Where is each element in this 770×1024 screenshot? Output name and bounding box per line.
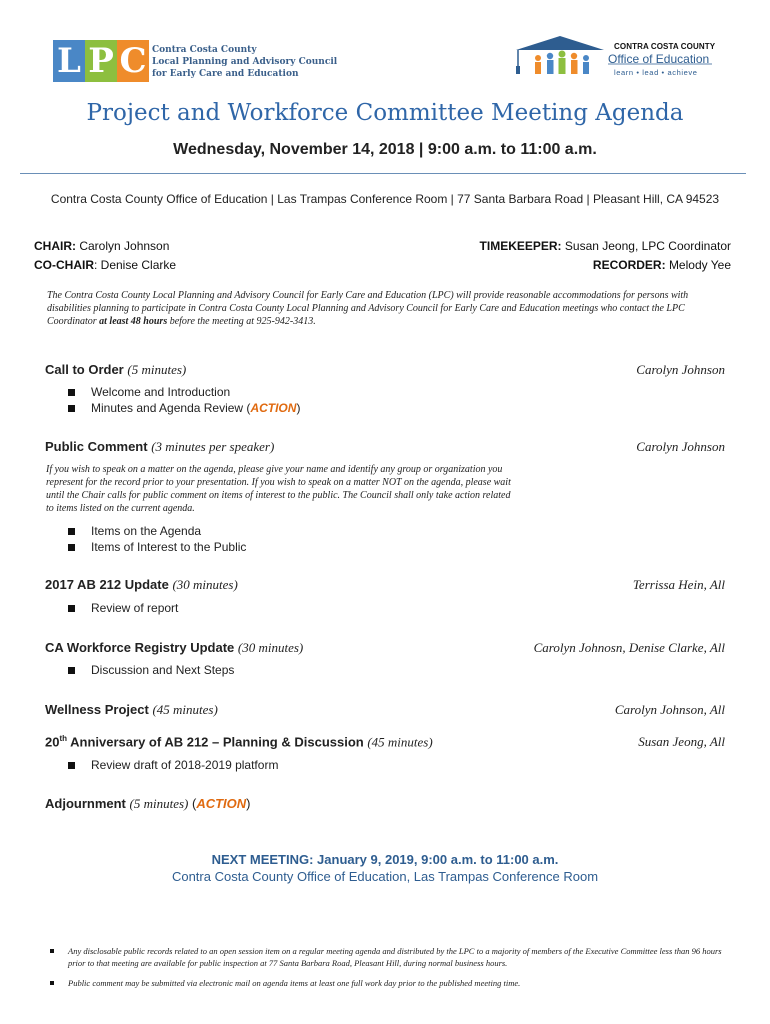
agenda-item-workforce-registry: CA Workforce Registry Update (30 minutes) xyxy=(45,640,304,655)
lpc-letter-c: C xyxy=(117,40,149,82)
roles-right xyxy=(480,237,731,275)
workforce-registry-list xyxy=(68,663,234,679)
presenter-public-comment: Carolyn Johnson xyxy=(636,439,725,454)
footnote-public-records: Any disclosable public records related to an open session item on a regular meeting agenda and distributed by the LPC to a majority of members of the Executive Committee less than 96 hours prior to that meeting are available for public inspection at 77 Santa Barbara Road, Pleasant Hill, during normal business hours. xyxy=(50,945,740,969)
list-item: Minutes and Agenda Review (ACTION) xyxy=(68,401,300,417)
presenter-anniversary: Susan Jeong, All xyxy=(638,734,725,749)
meeting-datetime: Wednesday, November 14, 2018 | 9:00 a.m. to 11:00 a.m. xyxy=(173,141,597,158)
ccoe-tagline: learn • lead • achieve xyxy=(614,68,698,77)
agenda-item-wellness: Wellness Project (45 minutes) xyxy=(45,702,218,717)
lpc-letter-p: P xyxy=(85,40,117,82)
meeting-location: Contra Costa County Office of Education | Las Trampas Conference Room | 77 Santa Barbara Road | Pleasant Hill, CA 94523 xyxy=(50,192,720,206)
public-comment-list xyxy=(68,524,246,555)
bullet-icon xyxy=(50,981,54,985)
divider xyxy=(20,173,746,174)
agenda-item-adjournment: Adjournment (5 minutes) (ACTION) xyxy=(45,796,251,811)
list-item: Items of Interest to the Public xyxy=(68,540,246,556)
footnote-public-comment-email: Public comment may be submitted via electronic mail on agenda items at least one full work day prior to the published meeting time. xyxy=(50,977,740,989)
list-item: Review of report xyxy=(68,601,178,617)
presenter-workforce-registry: Carolyn Johnosn, Denise Clarke, All xyxy=(533,640,725,655)
list-item: Review draft of 2018-2019 platform xyxy=(68,758,278,774)
chair-line: CHAIR: Carolyn Johnson xyxy=(34,239,170,253)
agenda-item-anniversary: 20th Anniversary of AB 212 – Planning & Discussion (45 minutes) xyxy=(45,734,433,750)
cochair-line: CO-CHAIR: Denise Clarke xyxy=(34,258,177,272)
recorder-line: RECORDER: Melody Yee xyxy=(592,258,731,272)
ab212-update-list xyxy=(68,601,178,617)
presenter-wellness: Carolyn Johnson, All xyxy=(614,702,725,717)
lpc-org-name: Contra Costa County Local Planning and Advisory Council for Early Care and Education xyxy=(152,45,338,79)
call-to-order-list xyxy=(68,385,300,416)
agenda-item-ab212-update: 2017 AB 212 Update (30 minutes) xyxy=(45,577,238,592)
bullet-icon xyxy=(50,949,54,953)
presenter-ab212-update: Terrissa Hein, All xyxy=(632,577,725,592)
roles-left xyxy=(34,237,176,275)
list-item: Welcome and Introduction xyxy=(68,385,300,401)
action-tag: ACTION xyxy=(196,796,247,811)
agenda-item-public-comment: Public Comment (3 minutes per speaker) xyxy=(45,439,275,454)
next-meeting-datetime: NEXT MEETING: January 9, 2019, 9:00 a.m. to 11:00 a.m. xyxy=(211,852,559,867)
accommodation-notice: The Contra Costa County Local Planning and Advisory Council for Early Care and Education (LPC) will provide reasonable accommodations for persons with disabilities planning to participate in Contra Costa County Local Planning and Advisory Council for Early Care and Education meetings who contact the LPC Coordinator at least 48 hours before the meeting at 925-942-3413. xyxy=(47,290,689,327)
lpc-letter-l: L xyxy=(53,40,85,82)
presenter-call-to-order: Carolyn Johnson xyxy=(636,362,725,377)
public-comment-note: If you wish to speak on a matter on the agenda, please give your name and identify any group or organization you represent for the record prior to your presentation. If you wish to speak on a matter NOT on the agenda, please wait until the Chair calls for public comment on items of interest to the public. The Council shall only take action related to items listed on the current agenda. xyxy=(46,464,511,514)
lpc-logo xyxy=(53,40,149,82)
ccoe-county-label: CONTRA COSTA COUNTY xyxy=(614,42,716,51)
action-tag: ACTION xyxy=(250,400,297,415)
anniversary-list xyxy=(68,758,278,774)
page-title: Project and Workforce Committee Meeting Agenda xyxy=(86,100,684,126)
agenda-item-call-to-order: Call to Order (5 minutes) xyxy=(45,362,187,377)
timekeeper-line: TIMEKEEPER: Susan Jeong, LPC Coordinator xyxy=(479,239,731,253)
list-item: Discussion and Next Steps xyxy=(68,663,234,679)
ccoe-office-label: Office of Education xyxy=(608,52,710,66)
next-meeting-location: Contra Costa County Office of Education, Las Trampas Conference Room xyxy=(171,869,599,884)
list-item: Items on the Agenda xyxy=(68,524,246,540)
